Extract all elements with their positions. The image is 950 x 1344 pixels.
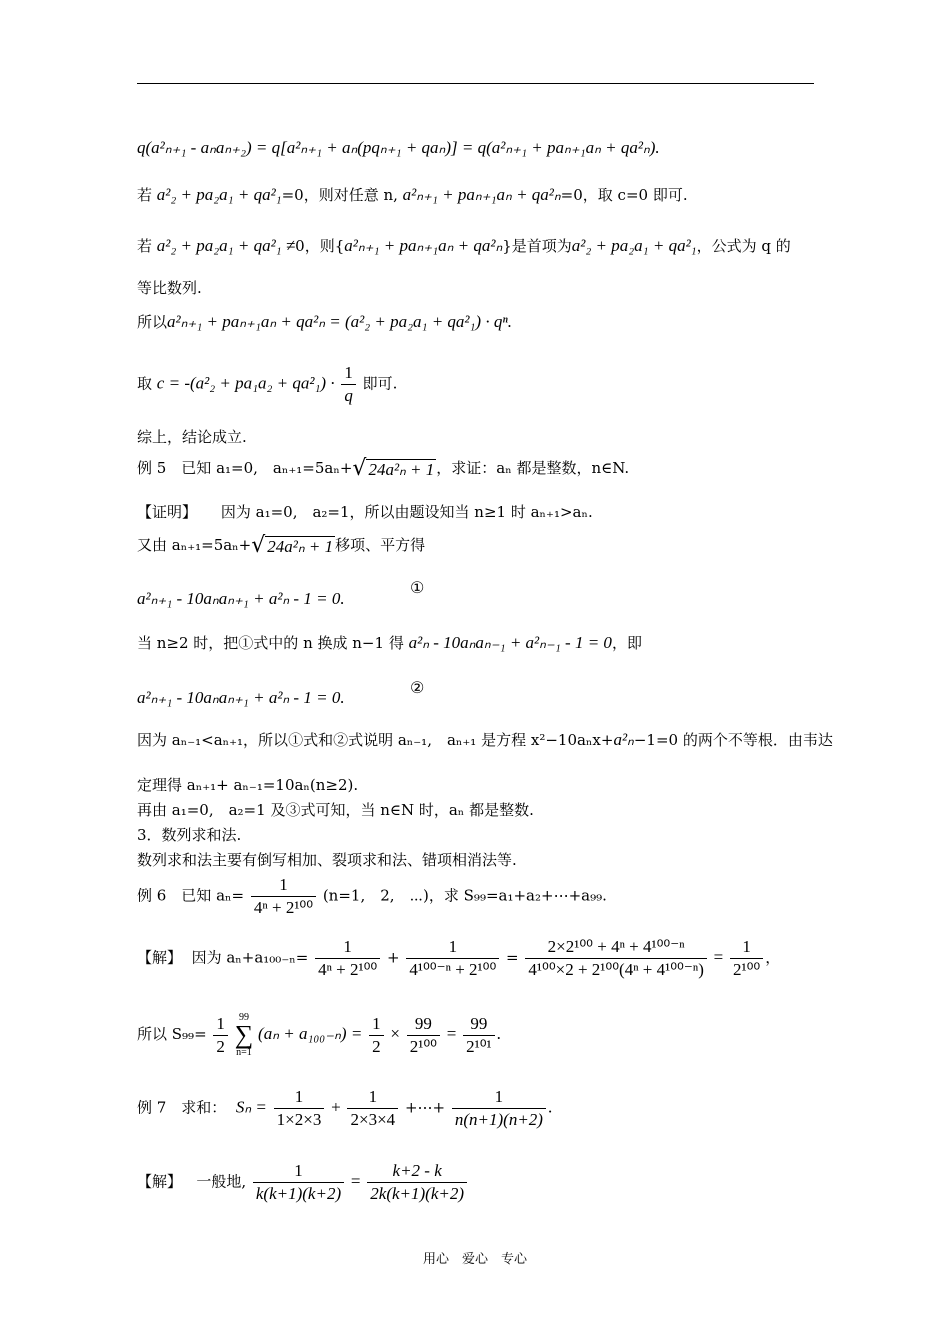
fraction bbox=[463, 1013, 495, 1058]
text: 取 bbox=[137, 374, 153, 393]
text: =0，取 c=0 即可. bbox=[560, 186, 688, 204]
text-line-2 bbox=[137, 185, 688, 205]
denominator: 2 bbox=[216, 1036, 225, 1056]
radical-icon: √ bbox=[352, 455, 367, 481]
text-line-6 bbox=[137, 362, 397, 407]
text-line-15: 定理得 aₙ₊₁+ aₙ₋₁=10aₙ(n≥2). bbox=[137, 776, 359, 794]
text-line-7: 综上，结论成立. bbox=[137, 428, 247, 446]
operator: + bbox=[387, 948, 400, 967]
equation-number: ② bbox=[410, 678, 425, 697]
text: =0，则对任意 n, bbox=[281, 186, 398, 204]
text: 例 5 已知 a₁=0, aₙ₊₁=5aₙ+ bbox=[137, 459, 353, 477]
fraction bbox=[253, 1160, 344, 1205]
numerator: 1 bbox=[253, 1160, 344, 1183]
example-5 bbox=[137, 455, 630, 481]
text-line-10 bbox=[137, 532, 426, 558]
sigma-icon: ∑ bbox=[234, 1020, 254, 1049]
numerator: 1 bbox=[315, 936, 380, 959]
label: 【证明】 bbox=[137, 503, 198, 521]
text: . bbox=[496, 1024, 501, 1043]
example-7 bbox=[137, 1086, 552, 1131]
text: (n=1, 2, ⋯)，求 S₉₉=a₁+a₂+⋯+a₉₉. bbox=[322, 886, 607, 905]
numerator: 1 bbox=[341, 362, 356, 385]
radical-icon: √ bbox=[251, 532, 266, 558]
text-line-14 bbox=[137, 730, 833, 750]
numerator: 99 bbox=[407, 1013, 440, 1036]
denominator: 4¹⁰⁰×2 + 2¹⁰⁰(4ⁿ + 4¹⁰⁰⁻ⁿ) bbox=[528, 960, 704, 979]
operator: = bbox=[446, 1024, 457, 1043]
math: a²₂ + pa₂a₁ + qa²₁ bbox=[156, 185, 282, 204]
text-line-18: 数列求和法主要有倒写相加、裂项求和法、错项相消法等. bbox=[137, 851, 517, 869]
denominator: 4ⁿ + 2¹⁰⁰ bbox=[253, 898, 314, 917]
text: 因为 aₙ+a₁₀₀₋ₙ= bbox=[191, 948, 309, 967]
text: 若 bbox=[137, 237, 153, 255]
math: a²ₙ - 10aₙaₙ₋₁ + a²ₙ₋₁ - 1 = 0 bbox=[408, 633, 612, 652]
math: a²ₙ bbox=[613, 730, 634, 749]
denominator: n(n+1)(n+2) bbox=[454, 1110, 543, 1129]
label: 【解】 bbox=[137, 948, 183, 967]
text: 因为 a₁=0, a₂=1，所以由题设知当 n≥1 时 aₙ₊₁>aₙ. bbox=[220, 503, 593, 521]
text: . bbox=[547, 1097, 553, 1117]
math: a²ₙ₊₁ + paₙ₊₁aₙ + qa²ₙ bbox=[402, 185, 561, 204]
fraction bbox=[251, 874, 316, 919]
section-heading: 3．数列求和法. bbox=[137, 826, 242, 844]
text: ，求证：aₙ 都是整数，n∈N. bbox=[436, 459, 630, 477]
text-line-12 bbox=[137, 633, 642, 653]
equation-2: a²ₙ₊₁ - 10aₙaₙ₊₁ + a²ₙ - 1 = 0. bbox=[137, 688, 345, 707]
text: 0，则{ bbox=[295, 237, 345, 255]
fraction bbox=[347, 1086, 398, 1131]
text: 例 7 求和： bbox=[137, 1098, 227, 1117]
math: c = -(a²₂ + pa₁a₂ + qa²₁) · bbox=[156, 373, 335, 393]
numerator: 1 bbox=[213, 1013, 228, 1036]
operator: +⋯+ bbox=[404, 1098, 446, 1117]
sqrt bbox=[251, 532, 335, 558]
math: a²₂ + pa₂a₁ + qa²₁ ≠ bbox=[156, 236, 296, 255]
operator: × bbox=[390, 1024, 400, 1043]
math: Sₙ = bbox=[235, 1097, 267, 1117]
operator: = bbox=[506, 948, 519, 967]
solution-6 bbox=[137, 936, 780, 981]
text: 例 6 已知 aₙ= bbox=[137, 886, 245, 905]
math: a²ₙ₊₁ + paₙ₊₁aₙ + qa²ₙ bbox=[344, 236, 503, 255]
text: ，公式为 q 的 bbox=[696, 237, 791, 255]
text: 又由 aₙ₊₁=5aₙ+ bbox=[137, 536, 252, 554]
radicand: 24a²ₙ + 1 bbox=[267, 536, 334, 556]
fraction bbox=[274, 1086, 325, 1131]
text: 移项、平方得 bbox=[335, 536, 426, 554]
numerator: 2×2¹⁰⁰ + 4ⁿ + 4¹⁰⁰⁻ⁿ bbox=[525, 936, 706, 959]
denominator: q bbox=[344, 386, 353, 405]
fraction bbox=[407, 1013, 440, 1058]
numerator: 1 bbox=[730, 936, 763, 959]
math: a²₂ + pa₂a₁ + qa²₁ bbox=[571, 236, 697, 255]
text-line-5 bbox=[137, 312, 512, 332]
eq-line-1: q(a²ₙ₊₁ - aₙaₙ₊₂) = q[a²ₙ₊₁ + aₙ(pqₙ₊₁ + qaₙ)] = q(a²ₙ₊₁ + paₙ₊₁aₙ + qa²ₙ). bbox=[137, 138, 660, 157]
math: (aₙ + a₁₀₀₋ₙ) = bbox=[258, 1024, 363, 1043]
text: 所以 S₉₉= bbox=[137, 1025, 207, 1043]
sqrt bbox=[352, 455, 436, 481]
text: 若 bbox=[137, 186, 153, 204]
numerator: 99 bbox=[463, 1013, 495, 1036]
equation-1: a²ₙ₊₁ - 10aₙaₙ₊₁ + a²ₙ - 1 = 0. bbox=[137, 589, 345, 608]
numerator: 1 bbox=[251, 874, 316, 897]
fraction bbox=[730, 936, 763, 981]
radicand: 24a²ₙ + 1 bbox=[368, 459, 435, 479]
fraction bbox=[315, 936, 380, 981]
sum-upper: 99 bbox=[238, 1012, 249, 1023]
text: 一般地, bbox=[196, 1172, 247, 1191]
operator: = bbox=[713, 947, 724, 967]
summation bbox=[235, 1012, 254, 1058]
denominator: 4ⁿ + 2¹⁰⁰ bbox=[318, 960, 378, 979]
sum-line bbox=[137, 1012, 501, 1058]
label: 【解】 bbox=[137, 1172, 183, 1191]
header-rule bbox=[137, 83, 814, 84]
text: ， bbox=[765, 948, 781, 967]
math: a²ₙ₊₁ + paₙ₊₁aₙ + qa²ₙ = (a²₂ + pa₂a₁ + qa²₁) · qⁿ. bbox=[167, 312, 512, 331]
page-footer: 用心 爱心 专心 bbox=[422, 1252, 527, 1267]
denominator: 1×2×3 bbox=[276, 1110, 322, 1129]
solution-7 bbox=[137, 1160, 469, 1205]
text-line-3 bbox=[137, 236, 791, 256]
text: 因为 aₙ₋₁<aₙ₊₁，所以①式和②式说明 aₙ₋₁, aₙ₊₁ 是方程 x²−10aₙx+ bbox=[137, 731, 614, 749]
proof-line bbox=[137, 502, 593, 522]
text-line-16: 再由 a₁=0, a₂=1 及③式可知，当 n∈N 时，aₙ 都是整数. bbox=[137, 801, 534, 819]
text-line-4: 等比数列. bbox=[137, 279, 202, 297]
fraction bbox=[406, 936, 499, 981]
text: −1=0 的两个不等根．由韦达 bbox=[633, 731, 833, 749]
denominator: 2¹⁰⁰ bbox=[733, 960, 761, 979]
fraction bbox=[525, 936, 706, 981]
text: 当 n≥2 时，把①式中的 n 换成 n−1 得 bbox=[137, 634, 404, 652]
example-6 bbox=[137, 874, 607, 919]
sum-lower: n=1 bbox=[236, 1047, 252, 1058]
numerator: 1 bbox=[347, 1086, 398, 1109]
denominator: 2k(k+1)(k+2) bbox=[370, 1184, 465, 1203]
fraction bbox=[367, 1160, 467, 1205]
fraction bbox=[369, 1013, 384, 1058]
numerator: 1 bbox=[274, 1086, 325, 1109]
numerator: 1 bbox=[369, 1013, 384, 1036]
text: ，即 bbox=[611, 634, 642, 652]
operator: = bbox=[350, 1171, 361, 1191]
numerator: 1 bbox=[452, 1086, 546, 1109]
denominator: 2¹⁰¹ bbox=[466, 1036, 492, 1056]
fraction bbox=[213, 1013, 228, 1058]
denominator: k(k+1)(k+2) bbox=[255, 1184, 342, 1203]
text: 即可. bbox=[362, 374, 398, 393]
numerator: k+2 - k bbox=[367, 1160, 467, 1183]
operator: + bbox=[331, 1097, 341, 1117]
text: }是首项为 bbox=[502, 237, 572, 255]
numerator: 1 bbox=[406, 936, 499, 959]
fraction bbox=[341, 362, 356, 407]
fraction bbox=[452, 1086, 546, 1131]
denominator: 2¹⁰⁰ bbox=[409, 1036, 437, 1056]
denominator: 4¹⁰⁰⁻ⁿ + 2¹⁰⁰ bbox=[409, 960, 497, 979]
text: 所以 bbox=[137, 313, 168, 331]
denominator: 2 bbox=[372, 1036, 381, 1056]
equation-number: ① bbox=[410, 578, 425, 597]
denominator: 2×3×4 bbox=[350, 1110, 396, 1129]
